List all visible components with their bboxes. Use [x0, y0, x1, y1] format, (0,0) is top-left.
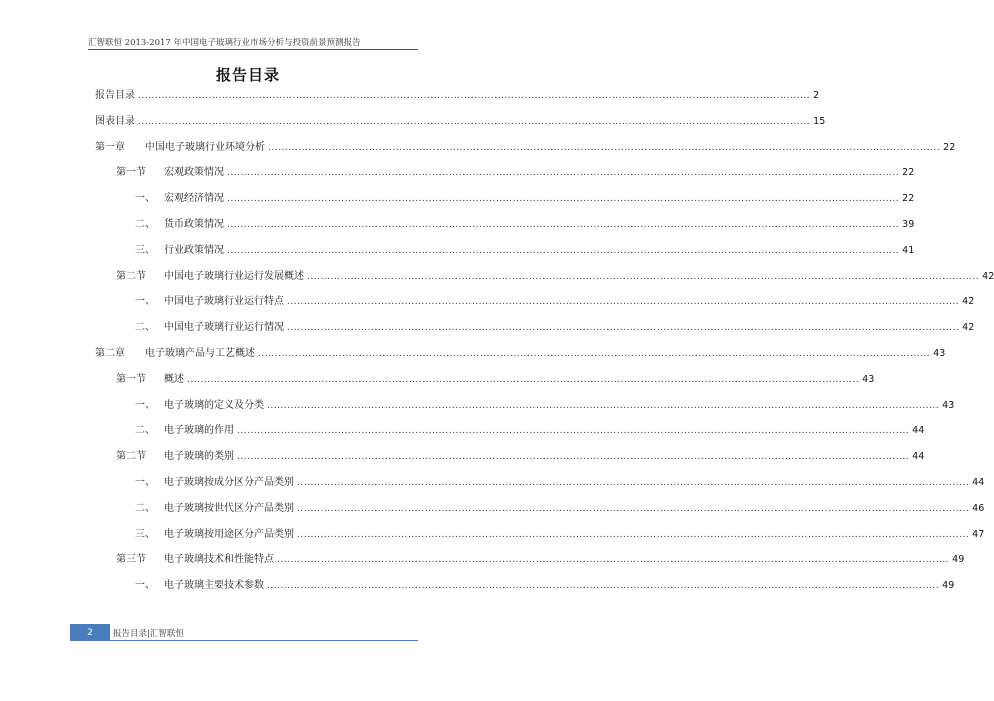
toc-entry-number: 三、: [135, 244, 155, 256]
toc-entry-number: 二、: [135, 425, 155, 437]
toc-entry-page: 44: [912, 425, 925, 437]
toc-entry-page: 22: [902, 167, 915, 179]
toc-entry-number: 一、: [135, 296, 155, 308]
toc-entry-label: 电子玻璃的类别: [164, 451, 234, 463]
toc-entry-number: 二、: [135, 322, 155, 334]
footer-page-number: 2: [70, 624, 110, 641]
toc-entry[interactable]: [135, 476, 985, 490]
toc-leader-dots: ........................................................................................................................................................................................................: [227, 194, 900, 205]
toc-entry-number: 一、: [135, 477, 155, 488]
toc-leader-dots: ........................................................................................................................................................................................................: [227, 168, 900, 179]
toc-entry[interactable]: [135, 424, 925, 438]
toc-entry-label: 图表目录: [95, 115, 135, 127]
toc-leader-dots: ........................................................................................................................................................................................................: [297, 503, 970, 514]
toc-entry-page: 46: [972, 502, 985, 514]
toc-leader-dots: ........................................................................................................................................................................................................: [138, 91, 811, 101]
header-rule: [88, 49, 418, 50]
toc-leader-dots: ........................................................................................................................................................................................................: [138, 116, 811, 127]
toc-entry-page: 43: [933, 348, 946, 359]
toc-entry-page: 49: [942, 580, 955, 592]
running-header: 汇智联恒 2013-2017 年中国电子玻璃行业市场分析与投资前景预测报告: [88, 38, 361, 48]
toc-entry-number: 第二节: [116, 270, 146, 282]
toc-entry-page: 43: [942, 399, 955, 411]
footer-text: 报告目录|汇智联恒: [113, 629, 184, 639]
toc-leader-dots: ........................................................................................................................................................................................................: [307, 271, 980, 282]
toc-leader-dots: ........................................................................................................................................................................................................: [267, 581, 940, 592]
page-title: 报告目录: [215, 66, 280, 84]
toc-entry-number: 第一节: [116, 167, 146, 179]
toc-leader-dots: ........................................................................................................................................................................................................: [237, 426, 910, 437]
toc-entry[interactable]: [116, 270, 994, 284]
toc-entry[interactable]: [135, 321, 975, 335]
toc-entry-page: 15: [813, 115, 826, 127]
toc-entry[interactable]: [95, 347, 946, 361]
toc-entry-page: 47: [972, 528, 985, 540]
footer-rule: [110, 640, 418, 641]
toc-entry-page: 22: [943, 141, 956, 153]
toc-entry[interactable]: [95, 141, 956, 155]
toc-entry-number: 一、: [135, 580, 155, 592]
toc-leader-dots: ........................................................................................................................................................................................................: [297, 478, 970, 488]
toc-entry-label: 中国电子玻璃行业运行情况: [164, 322, 284, 334]
toc-entry[interactable]: [116, 553, 965, 567]
toc-entry-page: 42: [982, 270, 994, 282]
toc-entry[interactable]: [116, 166, 915, 180]
toc-leader-dots: ........................................................................................................................................................................................................: [267, 400, 940, 411]
toc-leader-dots: ........................................................................................................................................................................................................: [287, 297, 960, 308]
toc-entry-number: 第三节: [116, 554, 146, 566]
toc-entry-number: 二、: [135, 219, 155, 230]
toc-entry-page: 49: [952, 554, 965, 566]
toc-entry[interactable]: [135, 528, 985, 542]
toc-entry-label: 电子玻璃技术和性能特点: [164, 554, 274, 566]
toc-entry-page: 42: [962, 296, 975, 308]
toc-leader-dots: ........................................................................................................................................................................................................: [277, 555, 950, 566]
toc-entry[interactable]: [135, 399, 955, 413]
toc-entry-label: 宏观政策情况: [164, 167, 224, 179]
toc-entry[interactable]: [135, 192, 915, 206]
toc-leader-dots: ........................................................................................................................................................................................................: [268, 142, 941, 153]
toc-leader-dots: ........................................................................................................................................................................................................: [227, 245, 900, 256]
toc-entry-page: 22: [902, 193, 915, 205]
toc-entry-number: 三、: [135, 528, 155, 540]
toc-entry-label: 宏观经济情况: [164, 193, 224, 205]
toc-entry-label: 电子玻璃按世代区分产品类别: [164, 502, 294, 514]
toc-entry[interactable]: [95, 115, 826, 129]
toc-entry[interactable]: [135, 502, 985, 516]
toc-leader-dots: ........................................................................................................................................................................................................: [297, 529, 970, 540]
toc-entry-page: 44: [912, 451, 925, 463]
toc-leader-dots: ........................................................................................................................................................................................................: [258, 349, 931, 359]
toc-entry[interactable]: [135, 579, 955, 593]
toc-leader-dots: ........................................................................................................................................................................................................: [287, 323, 960, 334]
toc-entry[interactable]: [135, 295, 975, 309]
toc-leader-dots: ........................................................................................................................................................................................................: [227, 220, 900, 230]
toc-entry-number: 一、: [135, 193, 155, 205]
toc-entry-label: 电子玻璃产品与工艺概述: [145, 348, 255, 359]
toc-entry-label: 报告目录: [95, 90, 135, 101]
toc-entry-page: 2: [813, 90, 820, 101]
toc-leader-dots: ........................................................................................................................................................................................................: [187, 374, 860, 385]
toc-entry-number: 二、: [135, 502, 155, 514]
toc-entry[interactable]: [116, 373, 875, 387]
toc-entry-label: 电子玻璃主要技术参数: [164, 580, 264, 592]
toc-entry-number: 一、: [135, 399, 155, 411]
toc-entry-label: 中国电子玻璃行业环境分析: [145, 141, 265, 153]
toc-entry-number: 第一章: [95, 141, 125, 153]
toc-entry-number: 第一节: [116, 373, 146, 385]
toc-leader-dots: ........................................................................................................................................................................................................: [237, 452, 910, 463]
toc-entry-label: 电子玻璃按成分区分产品类别: [164, 477, 294, 488]
toc-entry[interactable]: [116, 450, 925, 464]
toc-entry[interactable]: [95, 89, 820, 103]
toc-entry-label: 中国电子玻璃行业运行发展概述: [164, 270, 304, 282]
toc-entry-page: 44: [972, 477, 985, 488]
toc-entry-label: 电子玻璃的定义及分类: [164, 399, 264, 411]
toc-entry-number: 第二节: [116, 451, 146, 463]
toc-entry-label: 中国电子玻璃行业运行特点: [164, 296, 284, 308]
toc-entry-label: 行业政策情况: [164, 244, 224, 256]
toc-entry-label: 电子玻璃按用途区分产品类别: [164, 528, 294, 540]
toc-entry-page: 41: [902, 244, 915, 256]
toc-entry[interactable]: [135, 218, 915, 232]
toc-entry-label: 货币政策情况: [164, 219, 224, 230]
toc-entry-number: 第二章: [95, 348, 125, 359]
toc-entry-label: 电子玻璃的作用: [164, 425, 234, 437]
toc-entry-page: 42: [962, 322, 975, 334]
toc-entry[interactable]: [135, 244, 915, 258]
toc-entry-page: 39: [902, 219, 915, 230]
toc-entry-label: 概述: [164, 373, 184, 385]
toc-entry-page: 43: [862, 373, 875, 385]
